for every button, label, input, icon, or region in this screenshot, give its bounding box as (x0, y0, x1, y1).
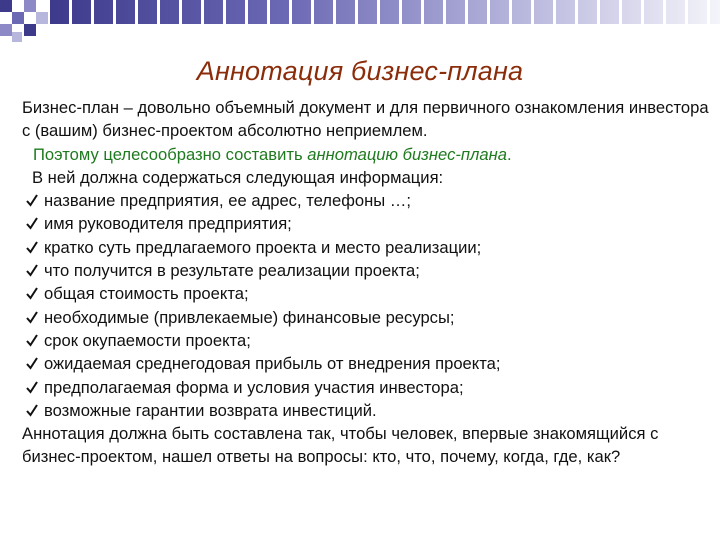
recommendation-prefix: Поэтому целесообразно составить (33, 144, 308, 164)
list-item: необходимые (привлекаемые) финансовые ресурсы; (22, 306, 712, 329)
corner-decoration (0, 0, 50, 44)
check-icon (26, 380, 38, 394)
list-item: возможные гарантии возврата инвестиций. (22, 399, 712, 422)
info-checklist (22, 189, 712, 422)
list-item: общая стоимость проекта; (22, 282, 712, 305)
check-icon (26, 216, 38, 230)
list-item: предполагаемая форма и условия участия инвестора; (22, 376, 712, 399)
header-gradient-bar (50, 0, 720, 24)
slide-content (22, 96, 712, 469)
list-item: имя руководителя предприятия; (22, 212, 712, 235)
intro-paragraph: Бизнес-план – довольно объемный документ и для первичного ознакомления инвестора с (вашим) бизнес-проектом абсолютно неприемлем. (22, 98, 709, 141)
list-item: кратко суть предлагаемого проекта и место реализации; (22, 236, 712, 259)
check-icon (26, 193, 38, 207)
list-item: название предприятия, ее адрес, телефоны …; (22, 189, 712, 212)
slide-title: Аннотация бизнес-плана (196, 56, 524, 86)
list-item: ожидаемая среднегодовая прибыль от внедрения проекта; (22, 352, 712, 375)
recommendation-emphasis: аннотацию бизнес-плана (307, 144, 507, 164)
check-icon (26, 403, 38, 417)
list-item: что получится в результате реализации проекта; (22, 259, 712, 282)
conclusion-paragraph: Аннотация должна быть составлена так, чтобы человек, впервые знакомящийся с бизнес-проектом, нашел ответы на вопросы: кто, что, почему, когда, где, как? (22, 424, 659, 467)
check-icon (26, 310, 38, 324)
check-icon (26, 263, 38, 277)
recommendation-suffix: . (506, 144, 512, 164)
check-icon (26, 356, 38, 370)
recommendation-line (22, 143, 712, 166)
check-icon (26, 333, 38, 347)
list-item: срок окупаемости проекта; (22, 329, 712, 352)
list-intro: В ней должна содержаться следующая информация: (32, 167, 444, 187)
check-icon (26, 286, 38, 300)
check-icon (26, 240, 38, 254)
